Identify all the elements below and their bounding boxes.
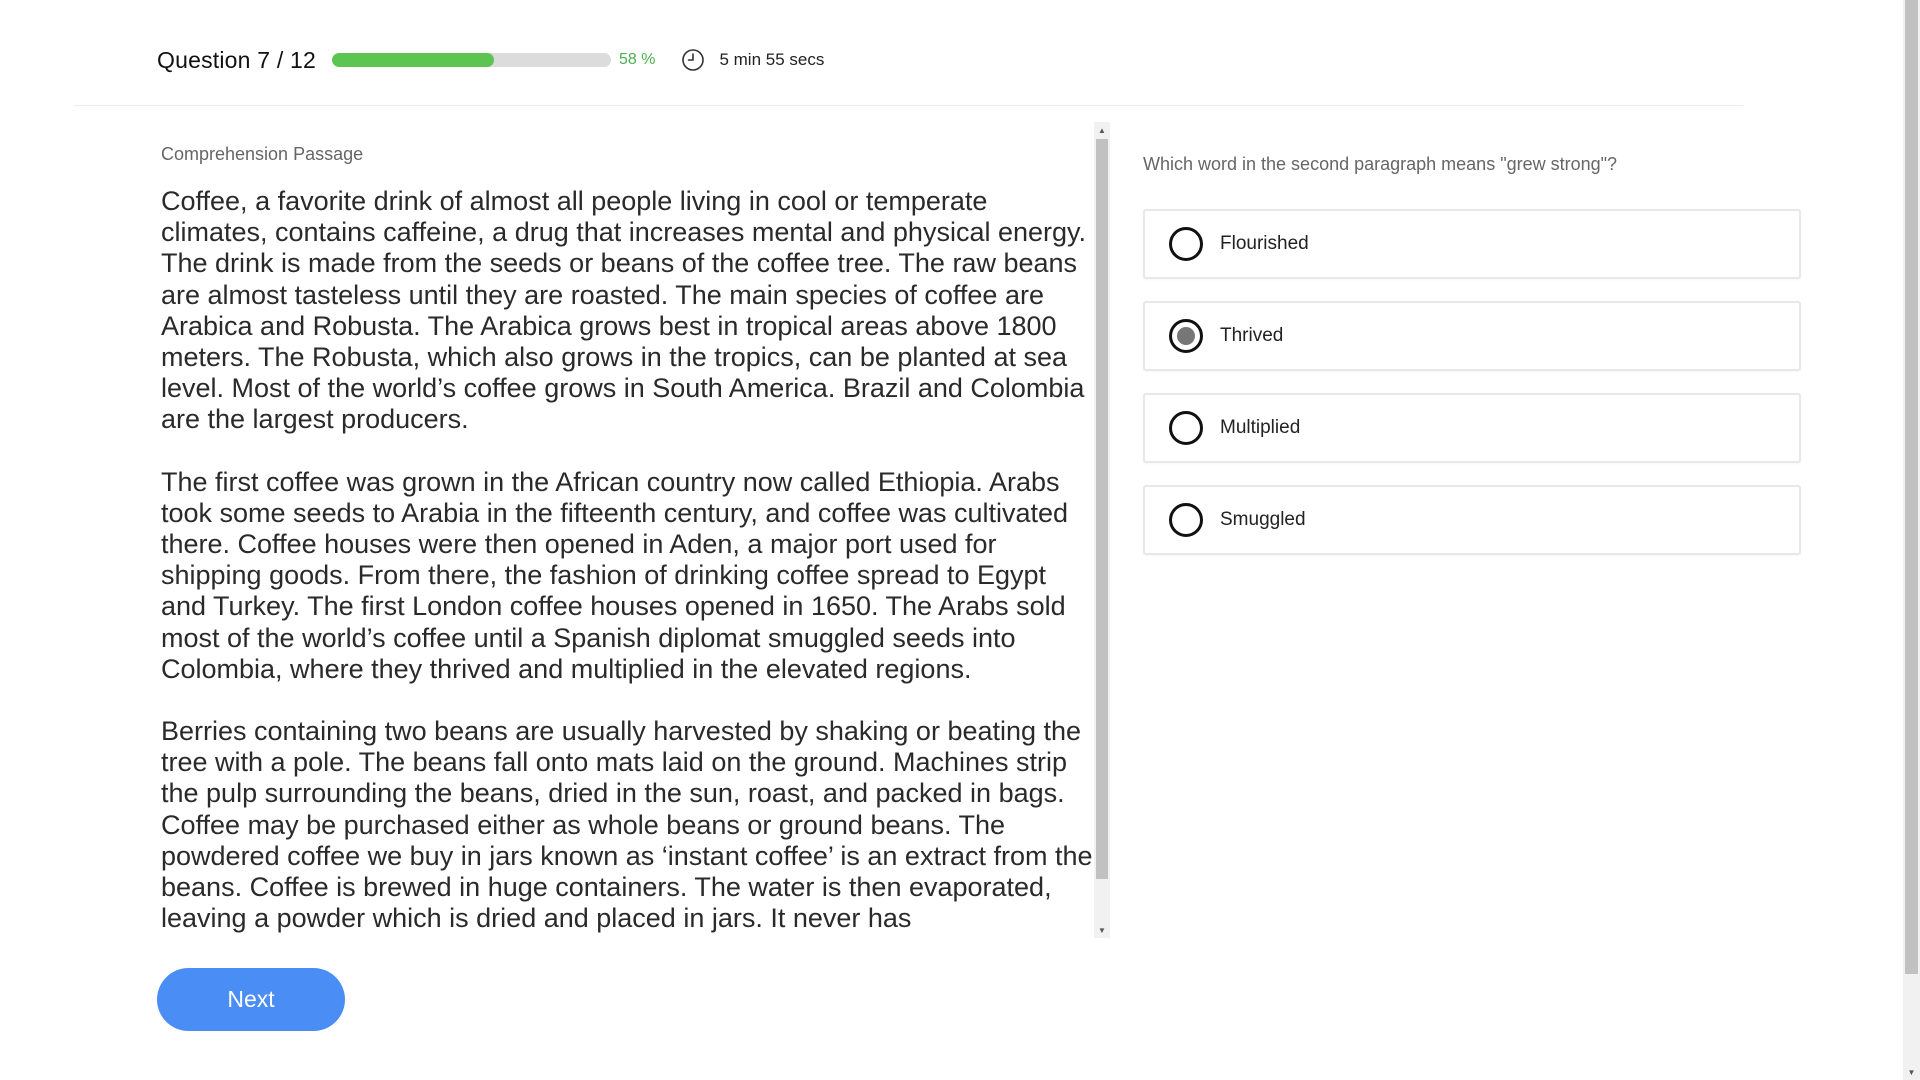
answer-option[interactable] (1143, 209, 1801, 279)
progress-bar-fill (332, 53, 494, 67)
answer-option-label: Smuggled (1220, 509, 1306, 530)
scroll-up-arrow-icon[interactable]: ▲ (1098, 125, 1106, 135)
radio-button[interactable] (1169, 227, 1203, 261)
progress-percent: 58 % (619, 51, 656, 68)
passage-scroll-area[interactable] (161, 186, 1094, 938)
page-scrollbar[interactable] (1903, 0, 1920, 1080)
answer-option-label: Multiplied (1220, 417, 1301, 438)
radio-button-selected[interactable] (1169, 319, 1203, 353)
radio-button[interactable] (1169, 411, 1203, 445)
passage-paragraph: Berries containing two beans are usually harvested by shaking or beating the tree with a pole. The beans fall onto mats laid on the ground. Machines strip the pulp surrounding the beans, dried in the sun, roast, and packed in bags. Coffee may be purchased either as whole beans or ground beans. The powdered coffee we buy in jars known as ‘instant coffee’ is an extract from the beans. Coffee is brewed in huge containers. The water is then evaporated, leaving a powder which is dried and placed in jars. It never has (161, 716, 1093, 934)
answer-option-label: Thrived (1220, 325, 1284, 346)
passage-scrollbar[interactable] (1094, 122, 1110, 938)
page-scroll-down-arrow-icon[interactable]: ▼ (1907, 1067, 1916, 1077)
passage-paragraph: The first coffee was grown in the African country now called Ethiopia. Arabs took some seeds to Arabia in the fifteenth century, and coffee was cultivated there. Coffee houses were then opened in Aden, a major port used for shipping goods. From there, the fashion of drinking coffee spread to Egypt and Turkey. The first London coffee houses opened in 1650. The Arabs sold most of the world’s coffee until a Spanish diplomat smuggled seeds into Colombia, where they thrived and multiplied in the elevated regions. (161, 466, 1069, 684)
passage-scrollbar-thumb[interactable] (1096, 139, 1108, 879)
question-counter: Question 7 / 12 (157, 46, 316, 73)
answer-option-label: Flourished (1220, 233, 1309, 254)
page-scrollbar-thumb[interactable] (1905, 0, 1918, 974)
answer-option[interactable] (1143, 301, 1801, 371)
answer-option[interactable] (1143, 485, 1801, 555)
radio-selected-dot (1177, 327, 1195, 345)
header-divider (74, 105, 1743, 106)
passage-paragraph: Coffee, a favorite drink of almost all people living in cool or temperate climates, contains caffeine, a drug that increases mental and physical energy. The drink is made from the seeds or beans of the coffee tree. The raw beans are almost tasteless until they are roasted. The main species of coffee are Arabica and Robusta. The Arabica grows best in tropical areas above 1800 meters. The Robusta, which also grows in the tropics, can be planted at sea level. Most of the world’s coffee grows in South America. Brazil and Colombia are the largest producers. (161, 186, 1087, 435)
radio-button[interactable] (1169, 503, 1203, 537)
timer-text: 5 min 55 secs (719, 50, 825, 69)
clock-icon (681, 48, 705, 72)
next-button[interactable]: Next (157, 968, 345, 1031)
scroll-down-arrow-icon[interactable]: ▼ (1098, 925, 1106, 935)
quiz-header (157, 40, 824, 80)
progress-bar (332, 53, 611, 67)
answer-options (1143, 209, 1801, 577)
passage-label: Comprehension Passage (161, 144, 364, 164)
answer-option[interactable] (1143, 393, 1801, 463)
question-prompt: Which word in the second paragraph means "grew strong"? (1143, 154, 1618, 174)
